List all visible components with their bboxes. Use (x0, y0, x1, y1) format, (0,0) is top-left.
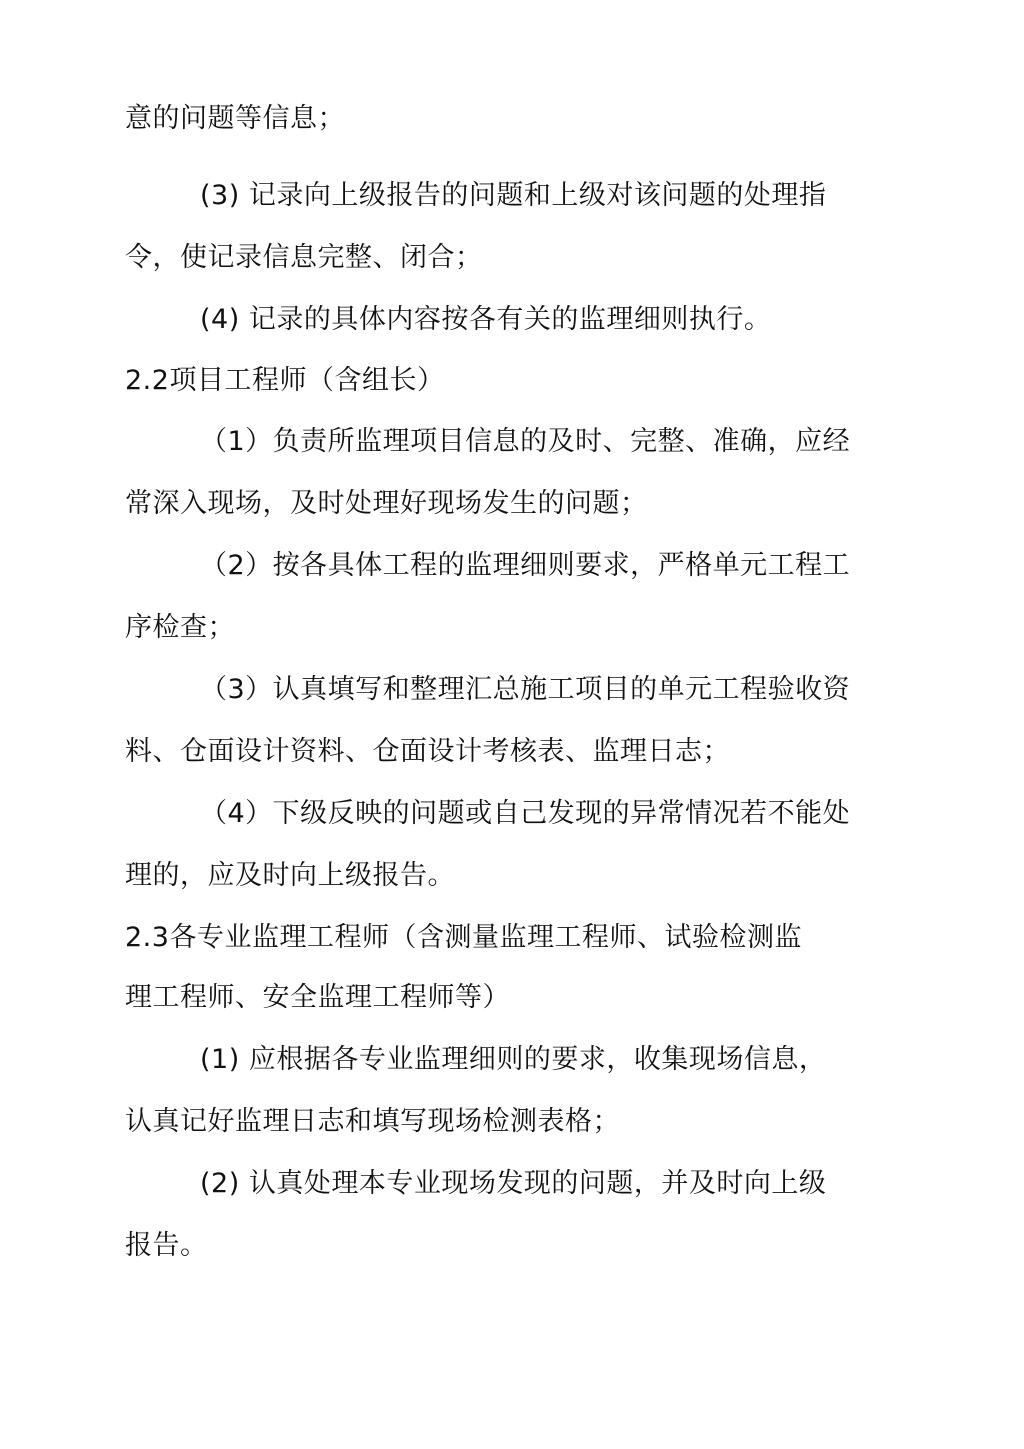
text-line: 序检查； (125, 612, 235, 643)
list-item-3: （3）认真填写和整理汇总施工项目的单元工程验收资 (200, 674, 851, 705)
list-item-4: （4）下级反映的问题或自己发现的异常情况若不能处 (200, 798, 851, 829)
text-line: 认真记好监理日志和填写现场检测表格； (125, 1106, 620, 1137)
list-item-1: （1）负责所监理项目信息的及时、完整、准确，应经 (200, 426, 851, 457)
list-item-3: (3) 记录向上级报告的问题和上级对该问题的处理指 (200, 180, 827, 211)
text-line: 料、仓面设计资料、仓面设计考核表、监理日志； (125, 736, 730, 767)
list-item-1: (1) 应根据各专业监理细则的要求，收集现场信息， (200, 1044, 827, 1075)
text-line: 令，使记录信息完整、闭合； (125, 242, 483, 273)
text-line: 报告。 (125, 1230, 208, 1261)
section-heading-2-3: 2.3各专业监理工程师（含测量监理工程师、试验检测监 (125, 922, 802, 953)
section-heading-continued: 理工程师、安全监理工程师等） (125, 982, 510, 1013)
text-line: 意的问题等信息； (125, 103, 345, 134)
text-line: 常深入现场，及时处理好现场发生的问题； (125, 488, 648, 519)
list-item-2: (2) 认真处理本专业现场发现的问题，并及时向上级 (200, 1168, 827, 1199)
list-item-4: (4) 记录的具体内容按各有关的监理细则执行。 (200, 304, 772, 335)
section-heading-2-2: 2.2项目工程师（含组长） (125, 365, 445, 396)
text-line: 理的，应及时向上级报告。 (125, 860, 455, 891)
list-item-2: （2）按各具体工程的监理细则要求，严格单元工程工 (200, 550, 851, 581)
